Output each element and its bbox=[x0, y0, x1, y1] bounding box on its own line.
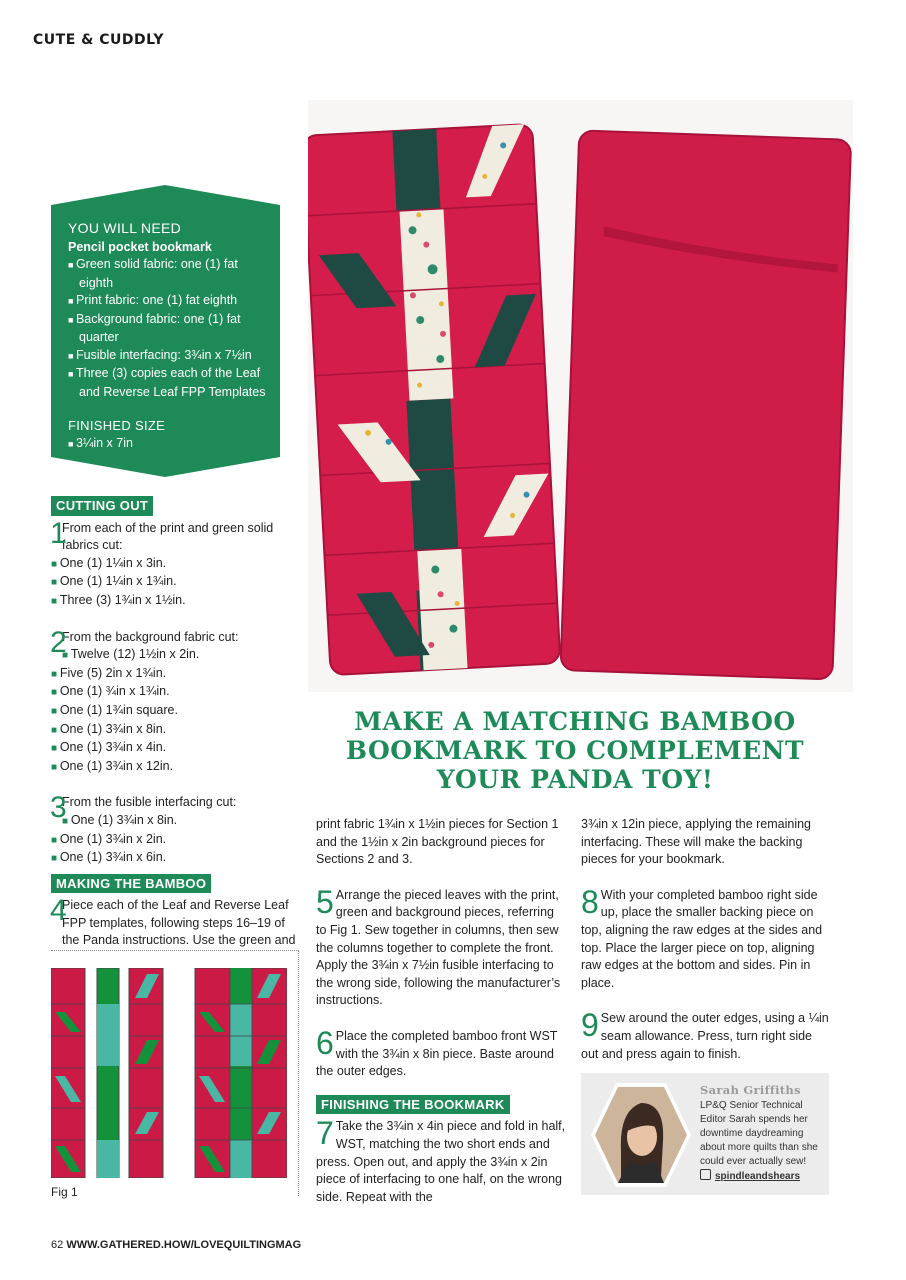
you-will-need-item: ■ Background fabric: one (1) fat quarter bbox=[68, 311, 273, 347]
headline: MAKE A MATCHING BAMBOO BOOKMARK TO COMPLEMENT YOUR PANDA TOY! bbox=[345, 707, 805, 794]
cut-item: ■ One (1) 3¾in x 8in. bbox=[51, 812, 301, 831]
author-handle-text: spindleandshears bbox=[715, 1171, 801, 1182]
cutting-out-heading: CUTTING OUT bbox=[51, 496, 153, 516]
step-text: Take the 3¾in x 4in piece and fold in half, WST, matching the two short ends and press. Open out, and apply the 3¾in x 2in piece of interfacing to one half, on the wrong side. Repeat with the bbox=[316, 1119, 566, 1204]
figure-caption: Fig 1 bbox=[51, 1185, 78, 1199]
step-text: With your completed bamboo right side up, place the smaller backing piece on top, aligning the raw edges at the sides and top. Place the larger piece on top, aligning raw edges at the bottom and sides. Pin in place. bbox=[581, 887, 823, 990]
cut-item: ■ Three (3) 1¾in x 1½in. bbox=[51, 592, 301, 611]
finished-size-item: ■ 3¼in x 7in bbox=[68, 435, 273, 454]
author-avatar bbox=[591, 1081, 691, 1189]
continued-text: print fabric 1¾in x 1½in pieces for Section 1 and the 1½in x 2in background pieces for Sections 2 and 3. bbox=[316, 817, 559, 867]
figure-1 bbox=[51, 968, 287, 1183]
step-number: 1 bbox=[50, 516, 67, 550]
cut-item: ■ One (1) 3¾in x 4in. bbox=[51, 739, 301, 758]
figure-border-right bbox=[298, 950, 299, 1196]
author-bio: LP&Q Senior Technical Editor Sarah spends her downtime daydreaming about more quilts than she could ever actually sew! bbox=[700, 1100, 818, 1167]
you-will-need-item: ■ Green solid fabric: one (1) fat eighth bbox=[68, 256, 273, 292]
figure-border-top bbox=[51, 950, 297, 951]
cut-item: ■ One (1) 3¾in x 6in. bbox=[51, 849, 301, 868]
step-number: 3 bbox=[50, 791, 67, 825]
instagram-icon bbox=[700, 1169, 711, 1180]
you-will-need-item: ■ Print fabric: one (1) fat eighth bbox=[68, 292, 273, 311]
cut-item: ■ One (1) 1¼in x 1¾in. bbox=[51, 573, 301, 592]
step-text: From the background fabric cut: bbox=[62, 629, 239, 644]
step-8 bbox=[581, 883, 831, 993]
step-7 bbox=[316, 1115, 566, 1206]
you-will-need-box bbox=[51, 185, 280, 477]
step-text: From each of the print and green solid fabrics cut: bbox=[62, 520, 274, 553]
step-number: 6 bbox=[316, 1024, 334, 1061]
footer-url[interactable]: WWW.GATHERED.HOW/LOVEQUILTINGMAG bbox=[66, 1239, 302, 1251]
step-text: Place the completed bamboo front WST with the 3¾in x 8in piece. Baste around the outer edges. bbox=[316, 1028, 558, 1079]
author-handle[interactable] bbox=[700, 1169, 800, 1182]
cut-item: ■ One (1) ¾in x 1¾in. bbox=[51, 683, 301, 702]
step-number: 7 bbox=[316, 1115, 334, 1152]
cut-item: ■ Twelve (12) 1½in x 2in. bbox=[51, 646, 301, 665]
cut-item: ■ One (1) 1¼in x 3in. bbox=[51, 555, 301, 574]
step-text: Piece each of the Leaf and Reverse Leaf FPP templates, following steps 16–19 of the Panda instructions. Use the green and bbox=[62, 898, 296, 948]
author-box bbox=[581, 1073, 829, 1195]
footer bbox=[51, 1239, 301, 1251]
cut-item: ■ Five (5) 2in x 1¾in. bbox=[51, 665, 301, 684]
step-4 bbox=[50, 894, 301, 950]
step-text: Sew around the outer edges, using a ¼in seam allowance. Press, turn right side out and press again to finish. bbox=[581, 1011, 829, 1061]
step-9 bbox=[581, 1007, 831, 1063]
cut-item: ■ One (1) 3¾in x 2in. bbox=[51, 831, 301, 850]
step-text: Arrange the pieced leaves with the print, green and background pieces, referring to Fig 1. Sew together in columns, then sew the columns together to complete the front. Apply the 3¾in x 7½in fusible interfacing to the wrong side, following the manufacturer’s instructions. bbox=[316, 887, 561, 1008]
step-number: 9 bbox=[581, 1007, 599, 1044]
step-number: 4 bbox=[50, 894, 67, 928]
making-bamboo-heading: MAKING THE BAMBOO bbox=[51, 874, 211, 894]
step-5 bbox=[316, 883, 566, 1010]
step-number: 8 bbox=[581, 883, 599, 920]
cut-item: ■ One (1) 3¾in x 12in. bbox=[51, 758, 301, 777]
step-text: From the fusible interfacing cut: bbox=[62, 795, 237, 810]
left-column bbox=[51, 496, 301, 950]
step-number: 2 bbox=[50, 625, 67, 659]
middle-column bbox=[316, 816, 566, 1206]
product-photo bbox=[308, 100, 853, 692]
section-label: CUTE & CUDDLY bbox=[33, 32, 164, 48]
author-name: Sarah Griffiths bbox=[700, 1083, 801, 1097]
cut-item: ■ One (1) 3¾in x 8in. bbox=[51, 721, 301, 740]
step-number: 5 bbox=[316, 883, 334, 920]
you-will-need-subtitle: Pencil pocket bookmark bbox=[68, 239, 212, 254]
right-column bbox=[581, 816, 831, 1063]
step-1 bbox=[50, 516, 301, 555]
you-will-need-title: YOU WILL NEED bbox=[68, 220, 182, 236]
page-number: 62 bbox=[51, 1239, 64, 1251]
you-will-need-item: ■ Three (3) copies each of the Leaf and Reverse Leaf FPP Templates bbox=[68, 365, 273, 401]
cut-item: ■ One (1) 1¾in square. bbox=[51, 702, 301, 721]
step-6 bbox=[316, 1024, 566, 1081]
finishing-heading: FINISHING THE BOOKMARK bbox=[316, 1095, 510, 1115]
you-will-need-item: ■ Fusible interfacing: 3¾in x 7½in bbox=[68, 347, 273, 366]
finished-size-title: FINISHED SIZE bbox=[68, 418, 166, 433]
continued-text: 3¾in x 12in piece, applying the remaining interfacing. These will make the backing pieces for your bookmark. bbox=[581, 817, 812, 867]
